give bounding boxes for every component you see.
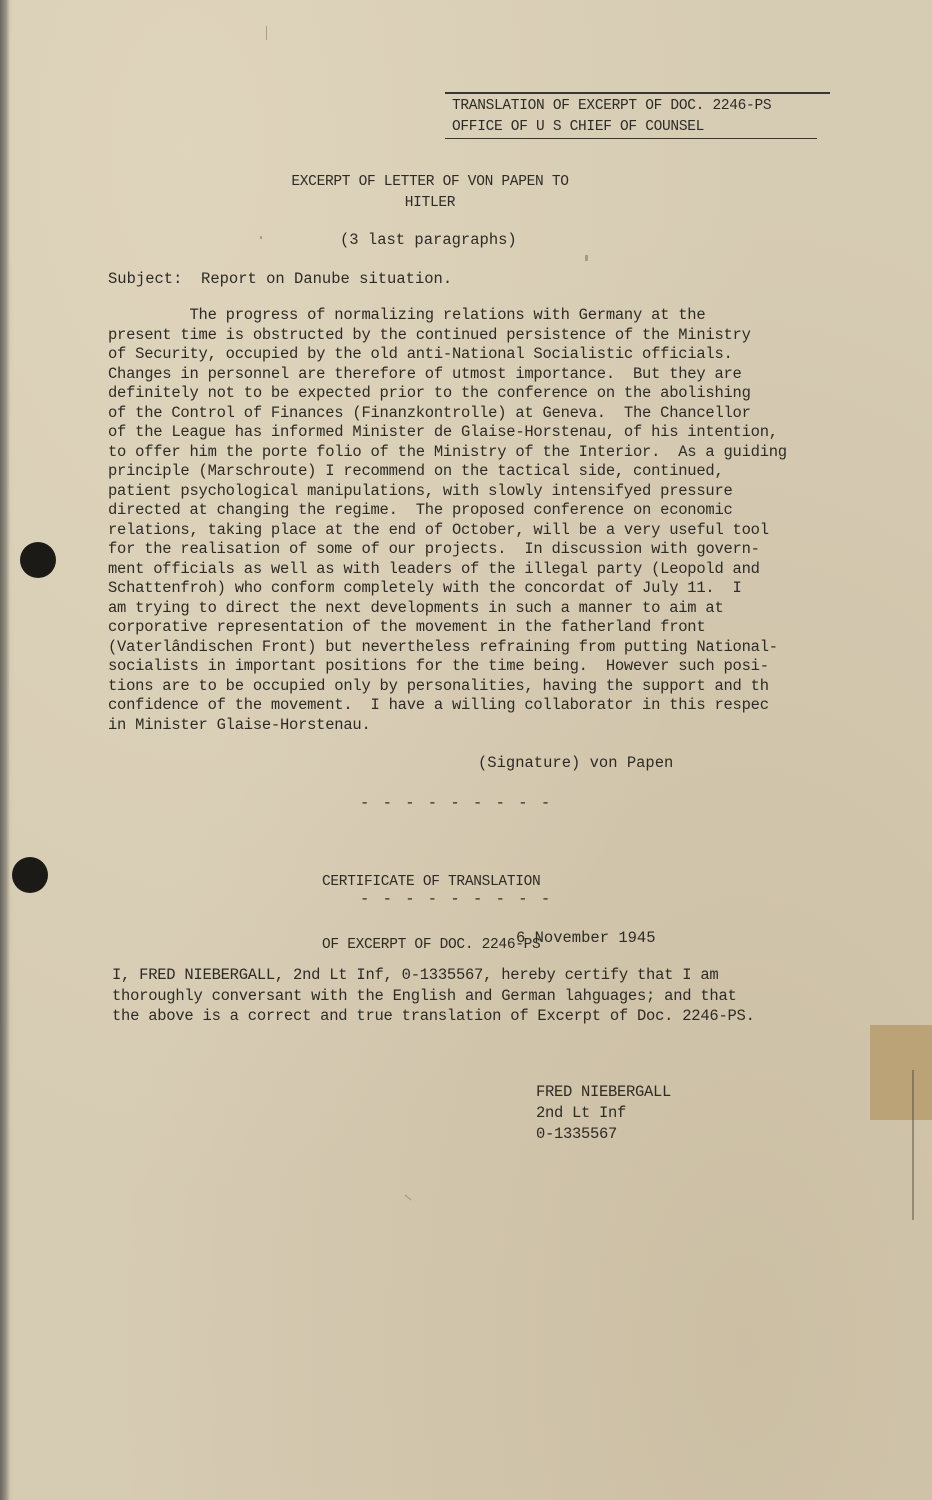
body-line: relations, taking place at the end of October, will be a very useful tool: [108, 520, 769, 539]
paper-speck: [266, 26, 267, 40]
subject-line: Subject: Report on Danube situation.: [108, 270, 453, 288]
body-line: to offer him the porte folio of the Ministry of the Interior. As a guiding: [108, 442, 787, 461]
translator-signature-block: [536, 1082, 671, 1145]
certificate-line: thoroughly conversant with the English and German lahguages; and that: [112, 986, 737, 1005]
tape-residue: [870, 1025, 932, 1120]
body-line: patient psychological manipulations, with slowly intensifyed pressure: [108, 481, 733, 500]
body-line: principle (Marschroute) I recommend on the tactical side, continued,: [108, 462, 724, 480]
body-line: present time is obstructed by the continued persistence of the Ministry: [108, 325, 751, 344]
paper-crease: [912, 1070, 914, 1220]
body-line: in Minister Glaise-Horstenau.: [108, 715, 371, 734]
document-subtitle: (3 last paragraphs): [340, 231, 517, 249]
paper-left-edge: [0, 0, 10, 1500]
body-line: socialists in important positions for the time being. However such posi-: [108, 657, 769, 675]
body-line: (Vaterlândischen Front) but nevertheless refraining from putting National-: [108, 637, 778, 656]
document-header: [445, 92, 830, 139]
body-line: Schattenfroh) who conform completely with the concordat of July 11. I: [108, 579, 742, 597]
body-line: directed at changing the regime. The proposed conference on economic: [108, 501, 733, 519]
separator-top: - - - - - - - - -: [360, 794, 553, 812]
signer-serial: 0-1335567: [536, 1125, 618, 1143]
body-line: for the realisation of some of our projects. In discussion with govern-: [108, 540, 760, 558]
certificate-line: the above is a correct and true translation of Excerpt of Doc. 2246-PS.: [112, 1007, 755, 1025]
certificate-body: [112, 965, 812, 1027]
letter-body: [108, 306, 833, 735]
title-line-2: HITLER: [404, 195, 456, 211]
body-line: tions are to be occupied only by personalities, having the support and th: [108, 676, 769, 695]
body-line: ment officials as well as with leaders of the illegal party (Leopold and: [108, 559, 760, 578]
punch-hole-top: [20, 542, 56, 578]
separator-bottom: - - - - - - - - -: [360, 890, 553, 908]
paper-speck: [405, 1195, 412, 1201]
certificate-title-line-1: CERTIFICATE OF TRANSLATION: [322, 874, 541, 890]
document-title: [250, 172, 610, 214]
body-line: of Security, occupied by the old anti-National Socialistic officials.: [108, 345, 733, 363]
body-line: confidence of the movement. I have a willing collaborator in this respec: [108, 696, 769, 714]
certificate-line: I, FRED NIEBERGALL, 2nd Lt Inf, 0-1335567, hereby certify that I am: [112, 966, 719, 984]
body-line: of the Control of Finances (Finanzkontrolle) at Geneva. The Chancellor: [108, 403, 751, 422]
body-line: of the League has informed Minister de Glaise-Horstenau, of his intention,: [108, 423, 778, 441]
body-line: definitely not to be expected prior to the conference on the abolishing: [108, 384, 751, 402]
signer-rank: 2nd Lt Inf: [536, 1104, 627, 1122]
paper-speck: [260, 236, 262, 239]
certificate-title-line-2: OF EXCERPT OF DOC. 2246-PS: [322, 937, 541, 953]
header-translation-line: TRANSLATION OF EXCERPT OF DOC. 2246-PS: [452, 98, 772, 114]
certificate-date: 6 November 1945: [516, 929, 656, 947]
letter-signature: (Signature) von Papen: [478, 754, 674, 772]
body-line: The progress of normalizing relations with Germany at the: [108, 306, 706, 324]
body-line: Changes in personnel are therefore of utmost importance. But they are: [108, 364, 742, 383]
signer-name: FRED NIEBERGALL: [536, 1083, 672, 1101]
title-line-1: EXCERPT OF LETTER OF VON PAPEN TO: [291, 174, 569, 190]
header-office-line: OFFICE OF U S CHIEF OF COUNSEL: [445, 117, 817, 139]
punch-hole-bottom: [12, 857, 48, 893]
paper-speck: [585, 255, 588, 261]
body-line: am trying to direct the next developments in such a manner to aim at: [108, 598, 724, 617]
body-line: corporative representation of the movement in the fatherland front: [108, 618, 706, 636]
